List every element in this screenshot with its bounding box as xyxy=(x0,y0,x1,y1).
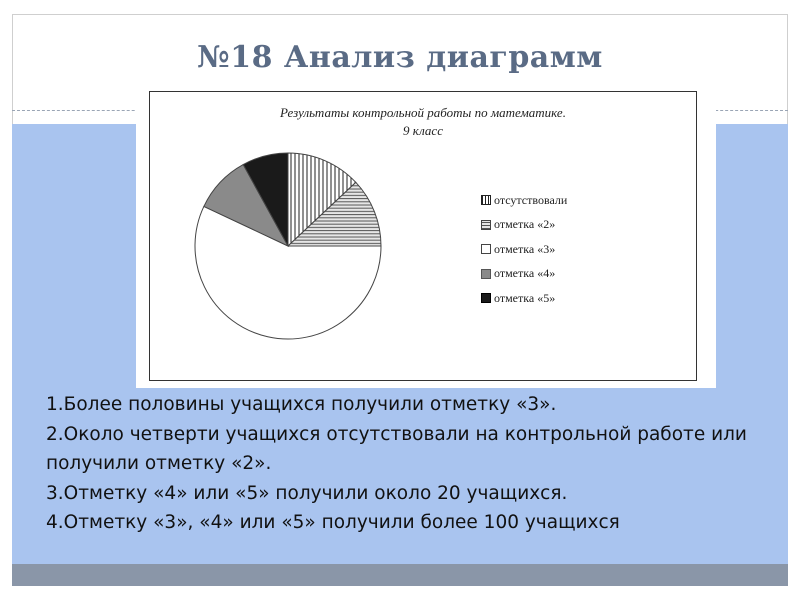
legend-label-5: отметка «5» xyxy=(494,290,556,305)
bottom-bar xyxy=(12,564,788,586)
chart-title-line-2: 9 класс xyxy=(403,123,443,138)
legend-item-1 xyxy=(481,188,567,213)
statements-list xyxy=(46,390,776,538)
chart-legend xyxy=(481,188,567,311)
legend-swatch-1 xyxy=(481,195,491,205)
legend-swatch-4 xyxy=(481,269,491,279)
legend-item-3 xyxy=(481,237,567,262)
legend-swatch-5 xyxy=(481,293,491,303)
legend-label-2: отметка «2» xyxy=(494,217,556,232)
slide-title: №18 Анализ диаграмм xyxy=(197,40,603,75)
legend-label-4: отметка «4» xyxy=(494,266,556,281)
pie-chart-svg xyxy=(150,92,698,382)
chart-title-line-1: Результаты контрольной работы по математике. xyxy=(280,105,566,120)
legend-item-2 xyxy=(481,213,567,238)
pie-chart xyxy=(149,91,697,381)
statement-2[interactable]: 2.Около четверти учащихся отсутствовали на контрольной работе или получили отметку «2». xyxy=(46,423,747,474)
legend-label-1: отсутствовали xyxy=(494,192,568,207)
statement-3[interactable]: 3.Отметку «4» или «5» получили около 20 учащихся. xyxy=(46,482,568,504)
statement-4[interactable]: 4.Отметку «3», «4» или «5» получили более 100 учащихся xyxy=(46,512,620,533)
legend-item-5 xyxy=(481,286,567,311)
legend-swatch-2 xyxy=(481,220,491,230)
legend-label-3: отметка «3» xyxy=(494,241,556,256)
statement-1[interactable]: 1.Более половины учащихся получили отметку «3». xyxy=(46,394,557,415)
legend-swatch-3 xyxy=(481,244,491,254)
legend-item-4 xyxy=(481,262,567,287)
